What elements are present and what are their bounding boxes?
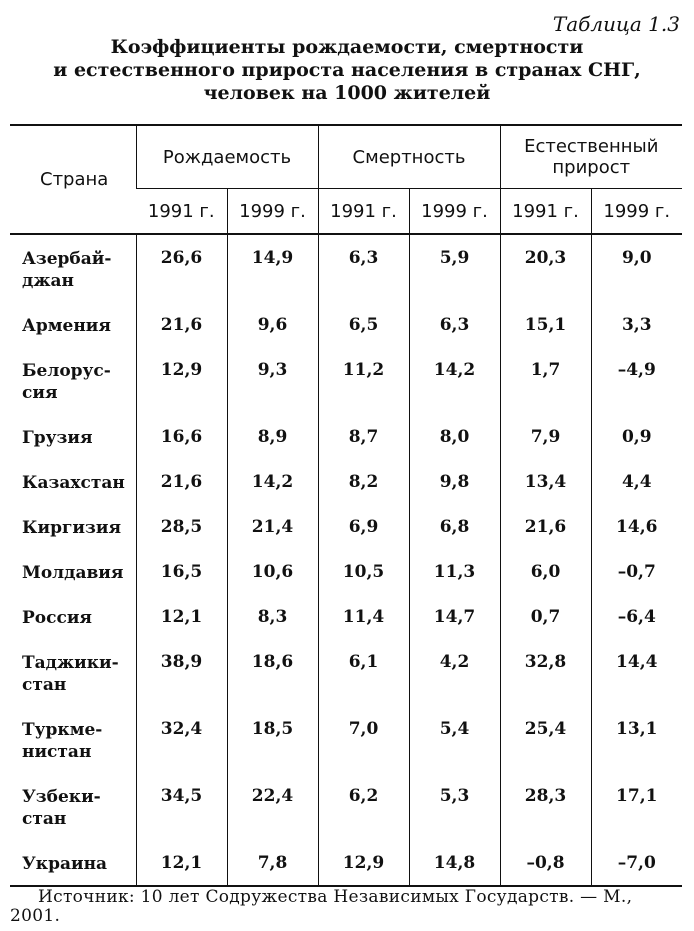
table-row bbox=[10, 706, 682, 773]
country-name-line-2: сия bbox=[22, 383, 58, 403]
table-cell-value: 13,1 bbox=[591, 706, 682, 773]
table-cell-value: 21,6 bbox=[136, 302, 227, 347]
table-cell-value: 9,6 bbox=[227, 302, 318, 347]
table-cell-value: 5,3 bbox=[409, 773, 500, 840]
country-name-line-1: Туркме- bbox=[22, 720, 103, 740]
table-cell-value: 34,5 bbox=[136, 773, 227, 840]
table-cell-value: –4,9 bbox=[591, 347, 682, 414]
table-cell-value: 14,8 bbox=[409, 840, 500, 886]
header-year-1991: 1991 г. bbox=[318, 189, 409, 235]
table-cell-value: 25,4 bbox=[500, 706, 591, 773]
table-cell-value: 28,3 bbox=[500, 773, 591, 840]
table-cell-value: 6,9 bbox=[318, 504, 409, 549]
header-natural-growth-line-1: Естественный bbox=[524, 136, 659, 157]
table-cell-value: –0,7 bbox=[591, 549, 682, 594]
country-name bbox=[10, 549, 136, 594]
header-death-rate: Смертность bbox=[318, 125, 500, 189]
table-cell-value: 0,9 bbox=[591, 414, 682, 459]
title-line-3: человек на 1000 жителей bbox=[203, 82, 491, 104]
table-cell-value: 8,2 bbox=[318, 459, 409, 504]
country-name bbox=[10, 302, 136, 347]
table-cell-value: 5,4 bbox=[409, 706, 500, 773]
table-cell-value: 8,0 bbox=[409, 414, 500, 459]
country-name-line-1: Украина bbox=[22, 854, 108, 874]
table-row bbox=[10, 594, 682, 639]
country-name-line-1: Белорус- bbox=[22, 361, 111, 381]
country-name bbox=[10, 706, 136, 773]
table-body bbox=[10, 234, 682, 886]
table-cell-value: 11,3 bbox=[409, 549, 500, 594]
header-country: Страна bbox=[40, 169, 109, 190]
table-cell-value: 0,7 bbox=[500, 594, 591, 639]
table-cell-value: 6,3 bbox=[318, 234, 409, 302]
table-cell-value: 6,5 bbox=[318, 302, 409, 347]
country-name-line-2: стан bbox=[22, 675, 67, 695]
country-name bbox=[10, 347, 136, 414]
table-cell-value: 15,1 bbox=[500, 302, 591, 347]
table-cell-value: 14,7 bbox=[409, 594, 500, 639]
header-year-1991: 1991 г. bbox=[147, 200, 215, 222]
table-cell-value: 6,3 bbox=[409, 302, 500, 347]
table-cell-value: 10,6 bbox=[227, 549, 318, 594]
table-cell-value: 14,6 bbox=[591, 504, 682, 549]
table-row bbox=[10, 504, 682, 549]
table-cell-value: 6,8 bbox=[409, 504, 500, 549]
country-name-line-1: Армения bbox=[22, 316, 111, 336]
table-title bbox=[0, 36, 694, 105]
table-cell-value: 18,5 bbox=[227, 706, 318, 773]
table-cell-value: 4,4 bbox=[591, 459, 682, 504]
table-cell-value: 4,2 bbox=[409, 639, 500, 706]
header-year-1999: 1999 г. bbox=[591, 189, 682, 235]
table-row bbox=[10, 234, 682, 302]
table-cell-value: 32,8 bbox=[500, 639, 591, 706]
table-number: Таблица 1.3 bbox=[552, 12, 680, 36]
table-cell-value: 14,2 bbox=[409, 347, 500, 414]
table-cell-value: 11,4 bbox=[318, 594, 409, 639]
title-line-2: и естественного прироста населения в странах СНГ, bbox=[53, 59, 641, 81]
table-cell-value: 12,1 bbox=[136, 840, 227, 886]
country-name-line-1: Казахстан bbox=[22, 473, 125, 493]
table-cell-value: 7,0 bbox=[318, 706, 409, 773]
country-name bbox=[10, 773, 136, 840]
table-cell-value: 21,6 bbox=[500, 504, 591, 549]
country-name-line-1: Узбеки- bbox=[22, 787, 101, 807]
table-cell-value: 14,9 bbox=[227, 234, 318, 302]
table-row bbox=[10, 302, 682, 347]
table-cell-value: 8,3 bbox=[227, 594, 318, 639]
header-natural-growth-line-2: прирост bbox=[552, 157, 631, 178]
table-cell-value: 3,3 bbox=[591, 302, 682, 347]
table-cell-value: 14,2 bbox=[227, 459, 318, 504]
table-cell-value: 8,7 bbox=[318, 414, 409, 459]
table-cell-value: 11,2 bbox=[318, 347, 409, 414]
header-year-1999: 1999 г. bbox=[227, 189, 318, 235]
statistics-table bbox=[10, 124, 682, 887]
table-cell-value: 6,2 bbox=[318, 773, 409, 840]
table-row bbox=[10, 347, 682, 414]
table-cell-value: –7,0 bbox=[591, 840, 682, 886]
table-row bbox=[10, 773, 682, 840]
table-cell-value: 28,5 bbox=[136, 504, 227, 549]
header-birth-rate: Рождаемость bbox=[136, 125, 318, 189]
table-cell-value: 9,3 bbox=[227, 347, 318, 414]
country-name-line-1: Киргизия bbox=[22, 518, 122, 538]
header-natural-growth bbox=[500, 125, 682, 189]
table-cell-value: 32,4 bbox=[136, 706, 227, 773]
table-cell-value: 17,1 bbox=[591, 773, 682, 840]
header-year-1999: 1999 г. bbox=[409, 189, 500, 235]
table-cell-value: 16,6 bbox=[136, 414, 227, 459]
country-name bbox=[10, 459, 136, 504]
country-name-line-1: Азербай- bbox=[22, 249, 112, 269]
table-cell-value: 7,9 bbox=[500, 414, 591, 459]
country-name-line-1: Россия bbox=[22, 608, 92, 628]
table-cell-value: 8,9 bbox=[227, 414, 318, 459]
country-name-line-1: Таджики- bbox=[22, 653, 119, 673]
table-cell-value: 26,6 bbox=[136, 234, 227, 302]
source-note: Источник: 10 лет Содружества Независимых Государств. — М., 2001. bbox=[10, 887, 633, 926]
table-row bbox=[10, 459, 682, 504]
table-cell-value: 38,9 bbox=[136, 639, 227, 706]
table-cell-value: 22,4 bbox=[227, 773, 318, 840]
country-name bbox=[10, 414, 136, 459]
country-name-line-2: стан bbox=[22, 809, 67, 829]
country-name-line-1: Грузия bbox=[22, 428, 93, 448]
table-cell-value: 5,9 bbox=[409, 234, 500, 302]
table-cell-value: 9,8 bbox=[409, 459, 500, 504]
table-cell-value: 6,0 bbox=[500, 549, 591, 594]
table-cell-value: 10,5 bbox=[318, 549, 409, 594]
country-name bbox=[10, 234, 136, 302]
table-cell-value: 14,4 bbox=[591, 639, 682, 706]
country-name-line-2: нистан bbox=[22, 742, 92, 762]
table-cell-value: –0,8 bbox=[500, 840, 591, 886]
table-cell-value: 21,4 bbox=[227, 504, 318, 549]
table-cell-value: 6,1 bbox=[318, 639, 409, 706]
table-cell-value: 12,1 bbox=[136, 594, 227, 639]
table-cell-value: 7,8 bbox=[227, 840, 318, 886]
title-line-1: Коэффициенты рождаемости, смертности bbox=[110, 36, 584, 58]
table-cell-value: 18,6 bbox=[227, 639, 318, 706]
table-cell-value: 12,9 bbox=[136, 347, 227, 414]
table-row bbox=[10, 549, 682, 594]
table-row bbox=[10, 639, 682, 706]
table-row bbox=[10, 840, 682, 886]
country-name bbox=[10, 594, 136, 639]
table-cell-value: 9,0 bbox=[591, 234, 682, 302]
table-cell-value: –6,4 bbox=[591, 594, 682, 639]
table-cell-value: 20,3 bbox=[500, 234, 591, 302]
table-cell-value: 16,5 bbox=[136, 549, 227, 594]
country-name-line-1: Молдавия bbox=[22, 563, 124, 583]
table-cell-value: 13,4 bbox=[500, 459, 591, 504]
table-row bbox=[10, 414, 682, 459]
table-cell-value: 12,9 bbox=[318, 840, 409, 886]
table-cell-value: 1,7 bbox=[500, 347, 591, 414]
header-year-1991: 1991 г. bbox=[500, 189, 591, 235]
country-name bbox=[10, 504, 136, 549]
country-name-line-2: джан bbox=[22, 271, 74, 291]
table-cell-value: 21,6 bbox=[136, 459, 227, 504]
country-name bbox=[10, 639, 136, 706]
country-name bbox=[10, 840, 136, 886]
